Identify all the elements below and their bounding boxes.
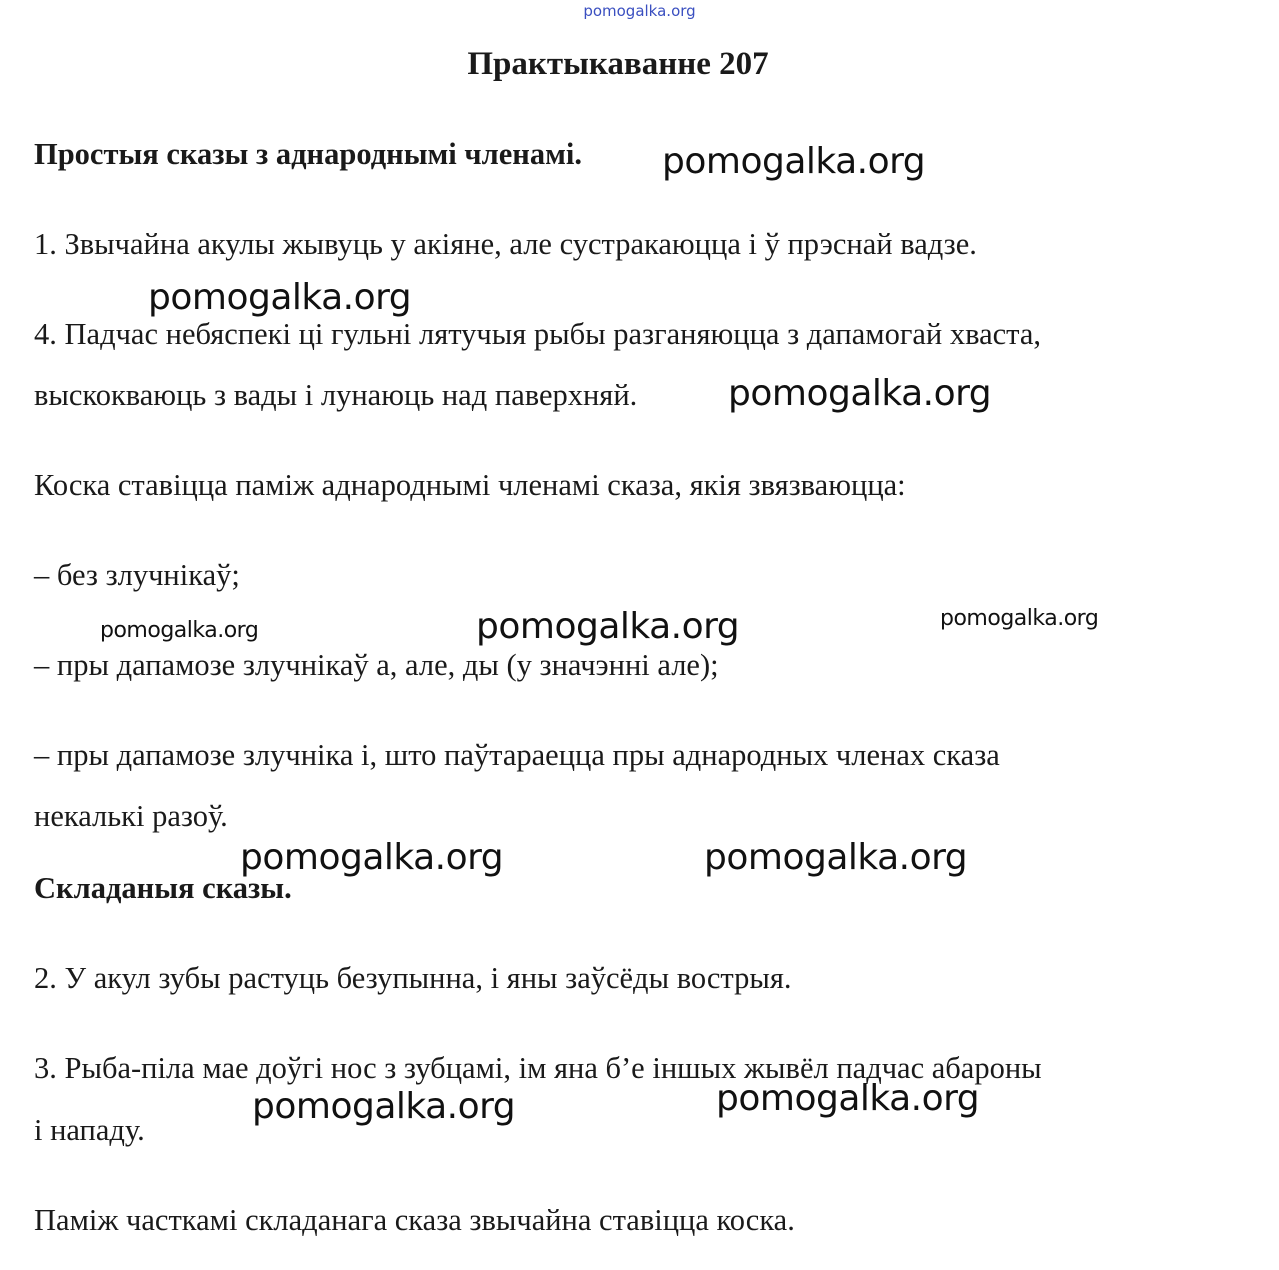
watermark: pomogalka.org [240, 837, 504, 878]
site-header-link[interactable]: pomogalka.org [583, 2, 696, 20]
section-heading-complex: Складаныя сказы. [34, 871, 292, 905]
sentence-1: 1. Звычайна акулы жывуць у акіяне, але сустракаюцца і ў прэснай вадзе. [34, 227, 977, 261]
sentence-4-line-2: выскокваюць з вады і лунаюць над паверхняй. [34, 378, 638, 412]
rule-item-3-line-2: некалькі разоў. [34, 799, 228, 833]
rule-intro: Коска ставіцца паміж аднароднымі членамі сказа, якія звязваюцца: [34, 468, 906, 502]
watermark: pomogalka.org [716, 1078, 980, 1119]
sentence-3-line-1: 3. Рыба-піла мае доўгі нос з зубцамі, ім яна б’е іншых жывёл падчас абароны [34, 1051, 1042, 1085]
watermark: pomogalka.org [148, 277, 412, 318]
sentence-4-line-1: 4. Падчас небяспекі ці гульні лятучыя рыбы разганяюцца з дапамогай хваста, [34, 317, 1042, 351]
rule-item-1: – без злучнікаў; [34, 558, 240, 592]
sentence-2: 2. У акул зубы растуць безупынна, і яны заўсёды вострыя. [34, 961, 792, 995]
watermark: pomogalka.org [728, 373, 992, 414]
watermark: pomogalka.org [476, 606, 740, 647]
complex-rule: Паміж часткамі складанага сказа звычайна ставіцца коска. [34, 1203, 795, 1237]
page-title: Практыкаванне 207 [467, 46, 769, 82]
rule-item-3-line-1: – пры дапамозе злучніка і, што паўтараецца пры аднародных членах сказа [34, 738, 1000, 772]
sentence-3-line-2: і нападу. [34, 1113, 145, 1147]
section-heading-simple: Простыя сказы з аднароднымі членамі. [34, 137, 582, 171]
watermark: pomogalka.org [940, 606, 1099, 631]
watermark: pomogalka.org [704, 837, 968, 878]
rule-item-2: – пры дапамозе злучнікаў а, але, ды (у значэнні але); [34, 648, 719, 682]
watermark: pomogalka.org [100, 618, 259, 643]
watermark: pomogalka.org [252, 1086, 516, 1127]
watermark: pomogalka.org [662, 141, 926, 182]
